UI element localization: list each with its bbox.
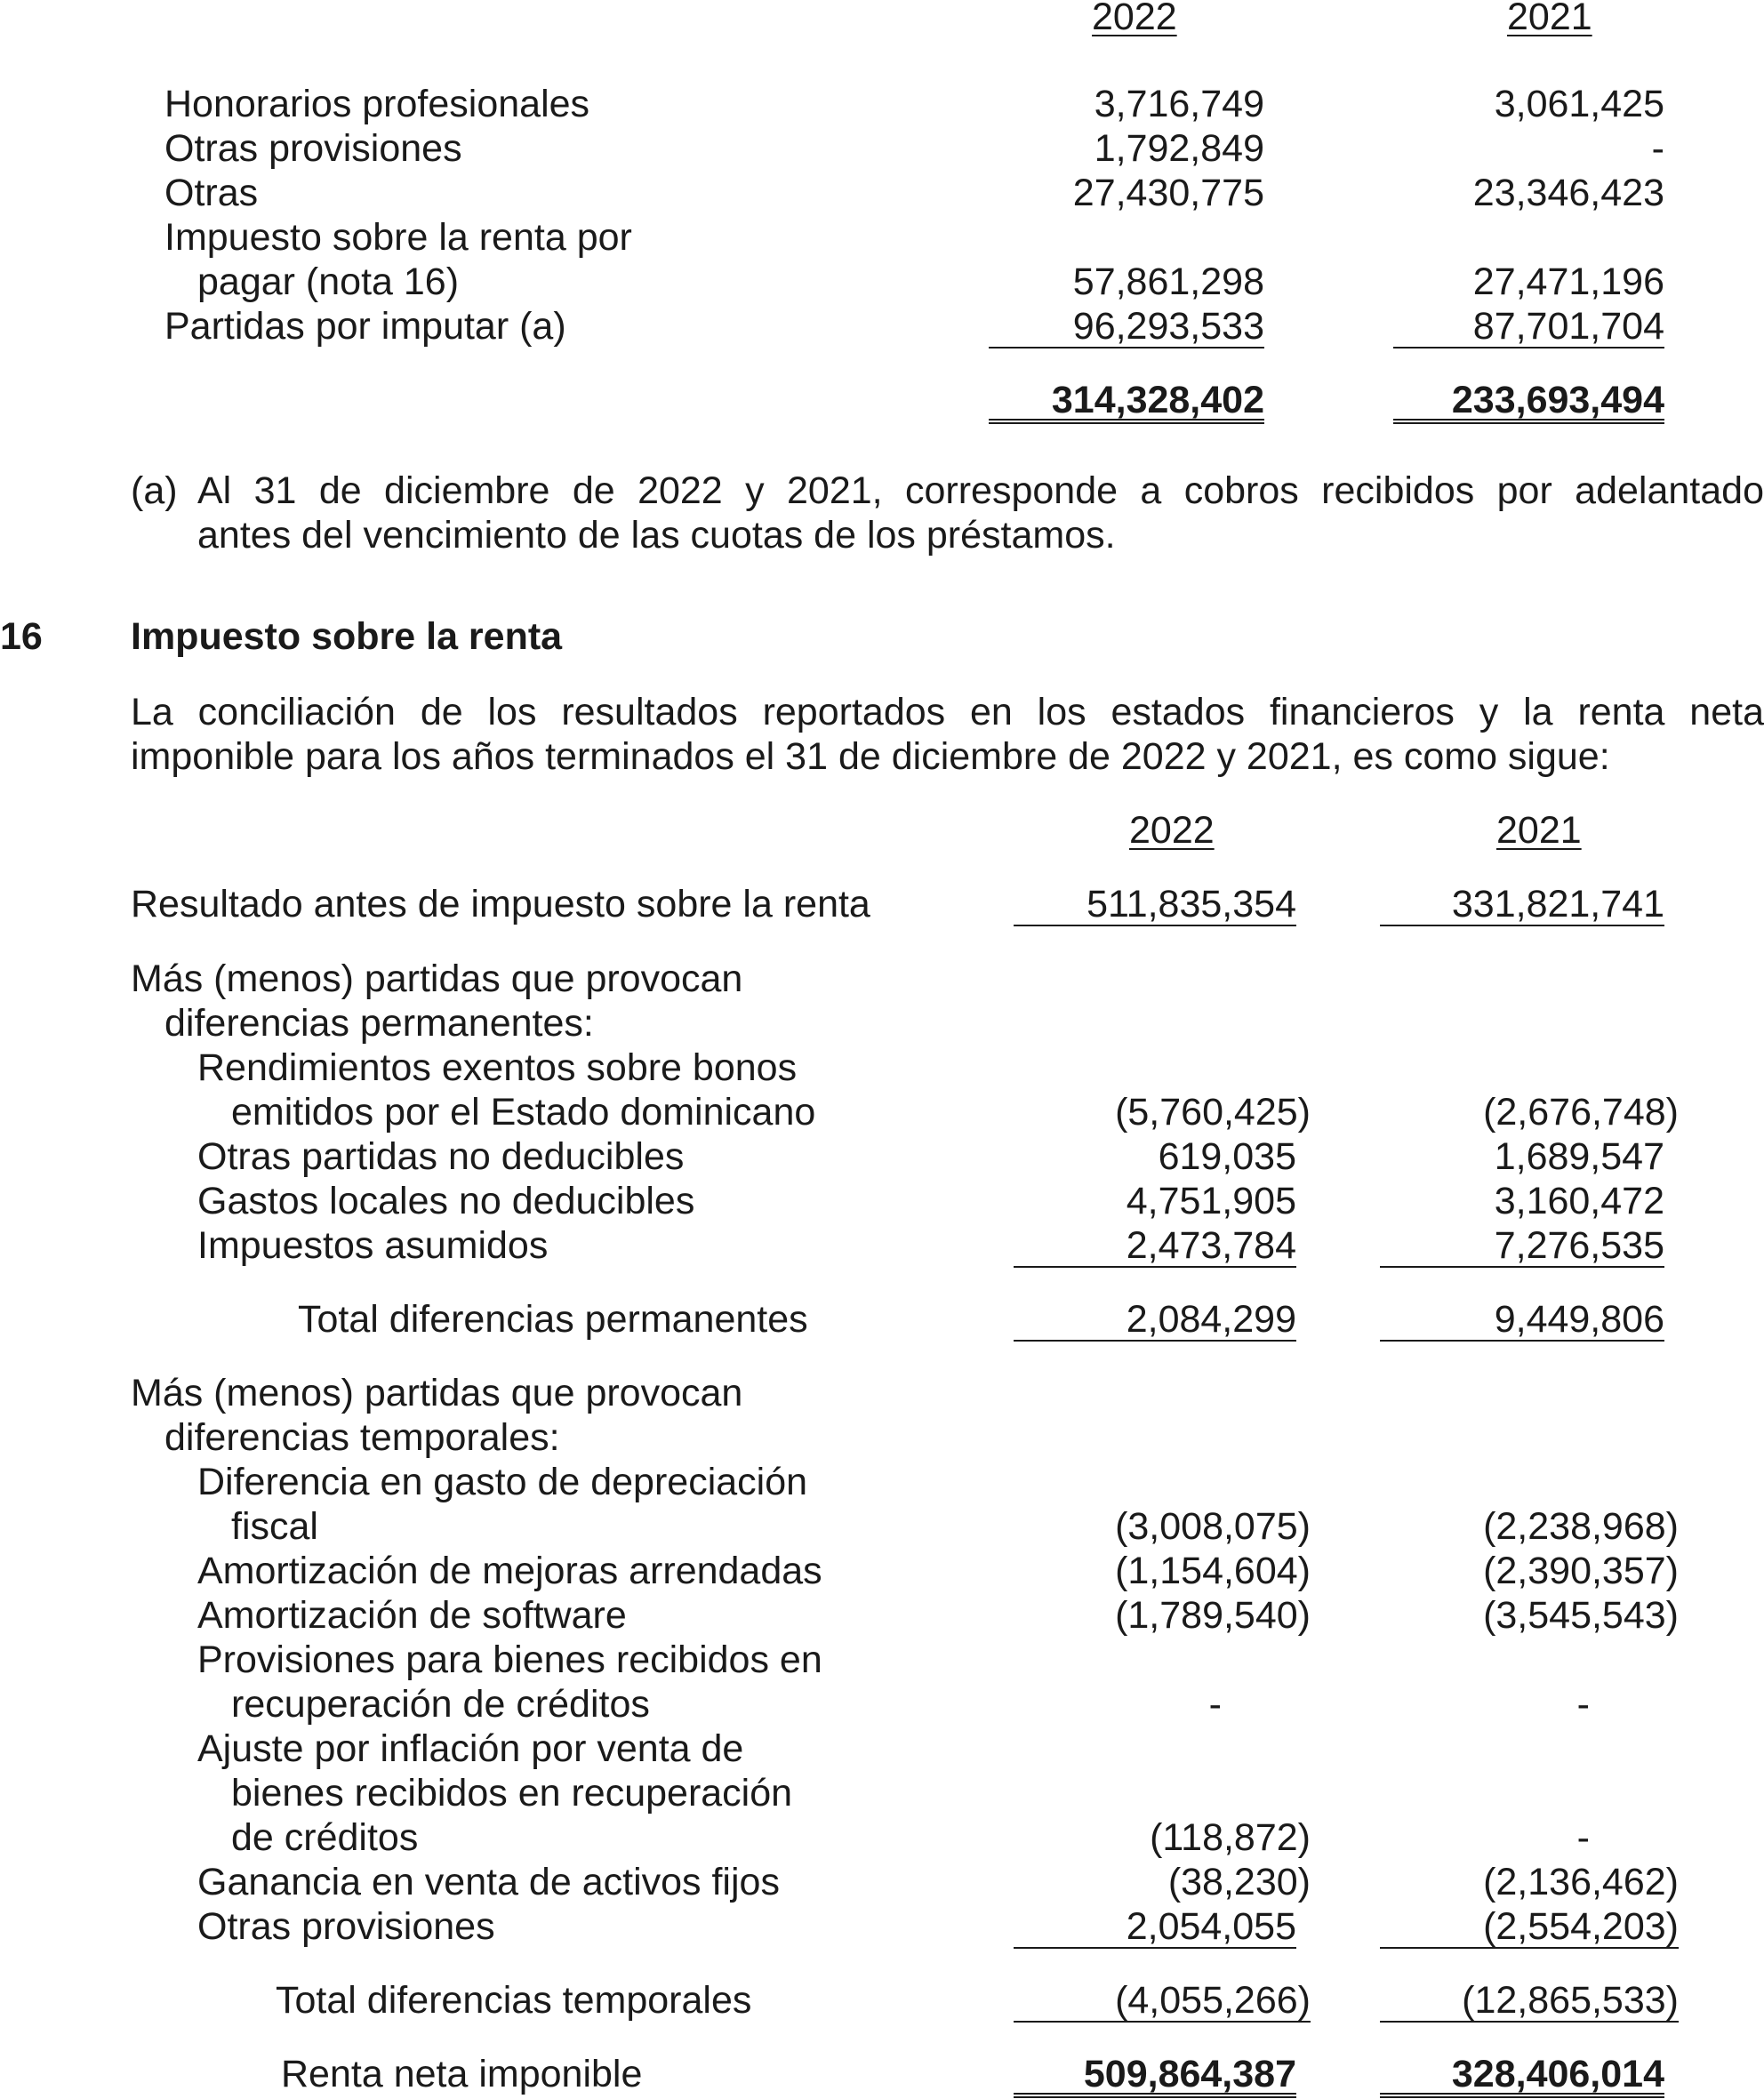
value-2021: 87,701,704 — [1393, 304, 1664, 348]
row-label: Total diferencias temporales — [276, 1979, 752, 2022]
value-2022: 3,716,749 — [1094, 83, 1264, 125]
row-label-continuation: bienes recibidos en recuperación — [231, 1772, 793, 1815]
value-2022: (5,760,425) — [1115, 1091, 1311, 1134]
row-label: Otras partidas no deducibles — [197, 1135, 685, 1178]
value-2022: (4,055,266) — [1014, 1978, 1311, 2023]
value-2021: 1,689,547 — [1494, 1135, 1664, 1178]
value-2021: (2,390,357) — [1483, 1550, 1679, 1592]
value-2022: 509,864,387 — [1014, 2052, 1296, 2098]
footnote-line-2: antes del vencimiento de las cuotas de los préstamos. — [197, 514, 1116, 557]
row-label: Ganancia en venta de activos fijos — [197, 1861, 780, 1903]
temp-heading-2: diferencias temporales: — [164, 1416, 560, 1459]
row-label-continuation: de créditos — [231, 1816, 419, 1859]
value-2022: 96,293,533 — [989, 304, 1264, 348]
value-2021: (2,676,748) — [1483, 1091, 1679, 1134]
value-2021: 7,276,535 — [1380, 1223, 1664, 1268]
value-2022: (3,008,075) — [1115, 1505, 1311, 1548]
value-2021: (2,136,462) — [1483, 1861, 1679, 1903]
intro-line-1: La conciliación de los resultados reportados en los estados financieros y la renta neta — [131, 691, 1764, 733]
row-label: Otras provisiones — [164, 127, 462, 170]
row-label: Rendimientos exentos sobre bonos — [197, 1046, 798, 1089]
value-2021: (3,545,543) — [1483, 1594, 1679, 1637]
row-label: Total diferencias permanentes — [298, 1298, 808, 1341]
section-title: Impuesto sobre la renta — [131, 615, 563, 658]
value-2021: 328,406,014 — [1380, 2052, 1664, 2098]
value-2022: 2,473,784 — [1014, 1223, 1296, 1268]
row-label: Renta neta imponible — [281, 2053, 643, 2095]
perm-heading: Más (menos) partidas que provocan — [131, 957, 743, 1000]
value-2022: 619,035 — [1158, 1135, 1296, 1178]
value-2021: 3,160,472 — [1494, 1180, 1664, 1222]
table2-year-2022: 2022 — [1129, 809, 1215, 852]
table2-year-2021: 2021 — [1496, 809, 1582, 852]
row-label: Ajuste por inflación por venta de — [197, 1727, 744, 1770]
value-2022: 511,835,354 — [1014, 882, 1296, 926]
row-label: Otras — [164, 172, 259, 214]
value-2021: - — [1651, 127, 1664, 170]
row-label: Partidas por imputar (a) — [164, 305, 566, 348]
total-2021: 233,693,494 — [1393, 378, 1664, 424]
value-2021: (2,238,968) — [1483, 1505, 1679, 1548]
row-label: Provisiones para bienes recibidos en — [197, 1638, 822, 1681]
value-2022: (118,872) — [1150, 1816, 1311, 1859]
total-2022: 314,328,402 — [989, 378, 1264, 424]
row-label: Resultado antes de impuesto sobre la renta — [131, 883, 870, 925]
value-2022: - — [1208, 1683, 1222, 1726]
table1-year-2022: 2022 — [1092, 0, 1177, 38]
value-2021: (2,554,203) — [1380, 1904, 1679, 1949]
row-label: Honorarios profesionales — [164, 83, 590, 125]
value-2022: 2,054,055 — [1014, 1904, 1296, 1949]
value-2022: (1,154,604) — [1115, 1550, 1311, 1592]
value-2022: (38,230) — [1167, 1861, 1311, 1903]
value-2021: 3,061,425 — [1494, 83, 1664, 125]
row-label: Gastos locales no deducibles — [197, 1180, 695, 1222]
row-label: Amortización de mejoras arrendadas — [197, 1550, 822, 1592]
value-2021: 27,471,196 — [1472, 260, 1664, 303]
row-label-continuation: recuperación de créditos — [231, 1683, 650, 1726]
perm-heading-2: diferencias permanentes: — [164, 1002, 594, 1045]
row-label: Impuesto sobre la renta por — [164, 216, 632, 259]
section-number: 16 — [0, 615, 43, 658]
row-label-continuation: fiscal — [231, 1505, 318, 1548]
value-2022: 4,751,905 — [1126, 1180, 1296, 1222]
row-label: Amortización de software — [197, 1594, 627, 1637]
value-2022: 1,792,849 — [1094, 127, 1264, 170]
value-2021: 9,449,806 — [1380, 1297, 1664, 1342]
value-2022: (1,789,540) — [1115, 1594, 1311, 1637]
row-label: Diferencia en gasto de depreciación — [197, 1461, 808, 1503]
value-2021: (12,865,533) — [1380, 1978, 1679, 2023]
value-2022: 57,861,298 — [1072, 260, 1264, 303]
value-2021: - — [1576, 1683, 1590, 1726]
intro-line-2: imponible para los años terminados el 31 de diciembre de 2022 y 2021, es como sigue: — [131, 735, 1610, 778]
row-label: Otras provisiones — [197, 1905, 495, 1948]
value-2021: - — [1576, 1816, 1590, 1859]
footnote-line-1: Al 31 de diciembre de 2022 y 2021, corresponde a cobros recibidos por adelantado — [197, 469, 1764, 512]
value-2022: 2,084,299 — [1014, 1297, 1296, 1342]
row-label-continuation: emitidos por el Estado dominicano — [231, 1091, 816, 1134]
table1-year-2021: 2021 — [1507, 0, 1592, 38]
row-label-continuation: pagar (nota 16) — [197, 260, 460, 303]
temp-heading: Más (menos) partidas que provocan — [131, 1372, 743, 1414]
value-2022: 27,430,775 — [1072, 172, 1264, 214]
value-2021: 331,821,741 — [1380, 882, 1664, 926]
row-label: Impuestos asumidos — [197, 1224, 549, 1267]
value-2021: 23,346,423 — [1472, 172, 1664, 214]
footnote-marker: (a) — [131, 469, 178, 512]
